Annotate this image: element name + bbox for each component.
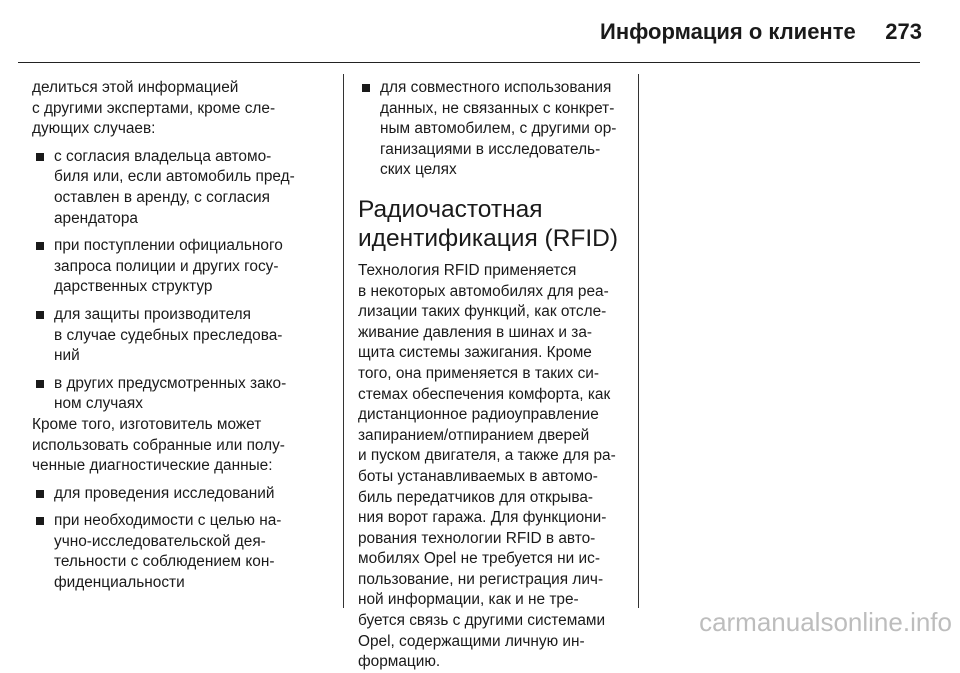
text-line: и пуском двигателя, а также для ра- [358, 447, 616, 465]
text-line: с другими экспертами, кроме сле- [32, 99, 276, 117]
text-line: использовать собранные или полу- [32, 436, 285, 454]
text-line: формацию. [358, 653, 441, 671]
text-line: Opel, содержащими личную ин- [358, 632, 585, 650]
rfid-paragraph [358, 261, 626, 673]
text-line: стемах обеспечения комфорта, как [358, 385, 611, 403]
text-line: для совместного использования [380, 79, 612, 96]
page-number: 273 [885, 19, 922, 44]
heading-line: Радиочастотная [358, 195, 543, 223]
bullet-list [358, 78, 626, 181]
text-line: запроса полиции и других госу- [54, 257, 279, 275]
text-line: того, она применяется в таких си- [358, 364, 600, 382]
text-line: учно-исследовательской дея- [54, 532, 266, 550]
text-line: дующих случаев: [32, 120, 156, 138]
text-line: с согласия владельца автомо- [54, 147, 272, 165]
left-column [32, 78, 332, 594]
square-bullet-icon [36, 153, 44, 161]
column-divider-left [343, 74, 344, 608]
text-line: делиться этой информацией [32, 79, 239, 96]
text-line: ния ворот гаража. Для функциони- [358, 509, 607, 527]
list-item [32, 305, 332, 367]
list-item [32, 484, 332, 505]
text-line: при поступлении официального [54, 237, 283, 255]
text-line: дарственных структур [54, 278, 213, 296]
text-line: Технология RFID применяется [358, 261, 577, 279]
list-item [358, 78, 626, 181]
text-line: арендатора [54, 209, 138, 227]
text-line: при необходимости с целью на- [54, 512, 282, 530]
text-line: для защиты производителя [54, 305, 251, 323]
text-line: дистанционное радиоуправление [358, 406, 599, 424]
text-line: запиранием/отпиранием дверей [358, 426, 590, 444]
diagnostics-paragraph [32, 415, 332, 477]
bullet-list [32, 484, 332, 594]
intro-paragraph [32, 78, 332, 140]
list-item [32, 236, 332, 298]
list-item [32, 374, 332, 415]
text-line: буется связь с другими системами [358, 612, 606, 630]
watermark: carmanualsonline.info [699, 607, 952, 637]
column-divider-right [638, 74, 639, 608]
square-bullet-icon [36, 311, 44, 319]
text-line: лизации таких функций, как отсле- [358, 303, 607, 321]
text-line: ченные диагностические данные: [32, 457, 273, 475]
text-line: ганизациями в исследователь- [380, 140, 601, 158]
text-line: биль передатчиков для открыва- [358, 488, 594, 506]
heading-line: идентификация (RFID) [358, 224, 619, 252]
text-line: ным автомобилем, с другими ор- [380, 120, 617, 138]
text-line: в некоторых автомобилях для реа- [358, 282, 609, 300]
text-line: в случае судебных преследова- [54, 326, 283, 344]
text-line: боты устанавливаемых в автомо- [358, 467, 598, 485]
text-line: ний [54, 347, 80, 365]
text-line: щита системы зажигания. Кроме [358, 344, 592, 362]
square-bullet-icon [362, 84, 370, 92]
text-line: для проведения исследований [54, 484, 275, 502]
text-line: рования технологии RFID в авто- [358, 529, 596, 547]
list-item [32, 511, 332, 593]
square-bullet-icon [36, 517, 44, 525]
square-bullet-icon [36, 380, 44, 388]
section-heading [358, 195, 626, 253]
text-line: ских целях [380, 161, 457, 179]
text-line: мобилях Opel не требуется ни ис- [358, 550, 600, 568]
text-line: в других предусмотренных зако- [54, 374, 287, 392]
header-divider [18, 62, 920, 63]
right-column [358, 78, 626, 673]
square-bullet-icon [36, 242, 44, 250]
text-line: оставлен в аренду, с согласия [54, 188, 270, 206]
text-line: тельности с соблюдением кон- [54, 553, 275, 571]
square-bullet-icon [36, 490, 44, 498]
text-line: данных, не связанных с конкрет- [380, 99, 615, 117]
text-line: Кроме того, изготовитель может [32, 415, 262, 433]
list-item [32, 147, 332, 229]
text-line: фиденциальности [54, 574, 185, 592]
page-header-title: Информация о клиенте [600, 19, 856, 44]
text-line: ной информации, как и не тре- [358, 591, 579, 609]
text-line: ном случаях [54, 395, 143, 413]
text-line: биля или, если автомобиль пред- [54, 168, 295, 186]
text-line: живание давления в шинах и за- [358, 323, 593, 341]
text-line: пользование, ни регистрация лич- [358, 570, 604, 588]
bullet-list [32, 147, 332, 415]
